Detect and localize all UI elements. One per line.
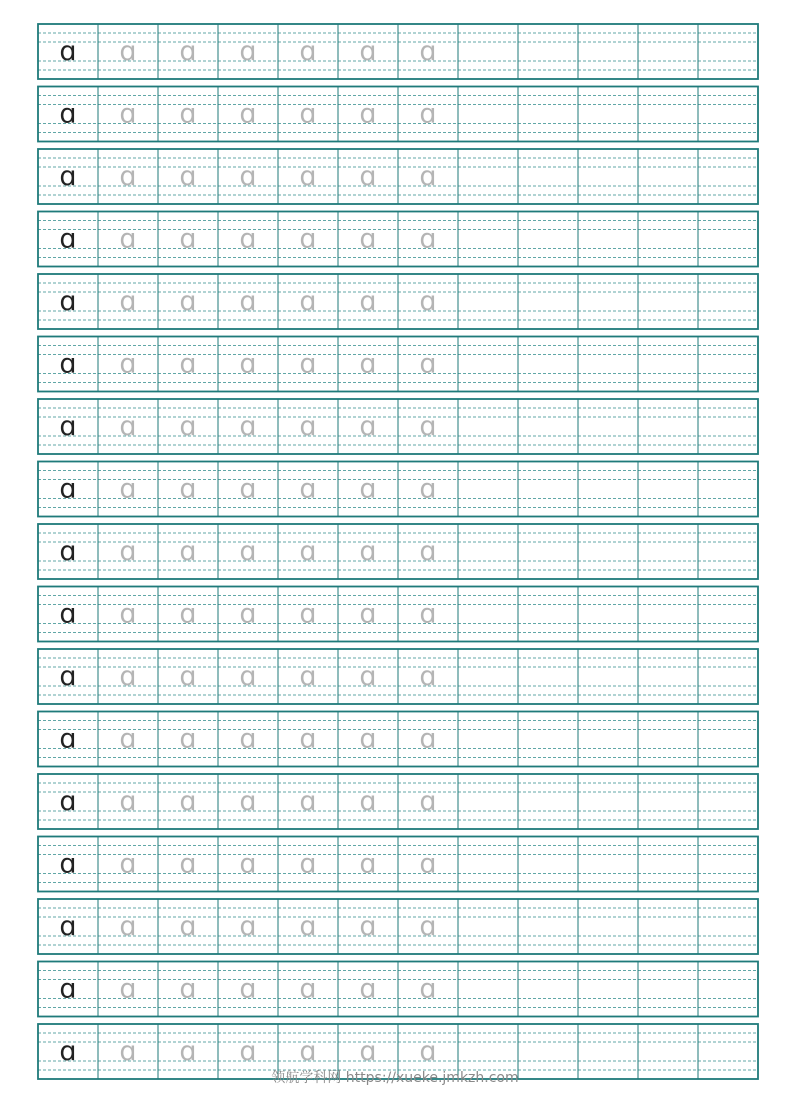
trace-letter: ɑ (239, 661, 257, 692)
trace-letter: ɑ (419, 723, 437, 755)
model-letter: ɑ (59, 661, 77, 692)
trace-letter: ɑ (179, 973, 197, 1005)
trace-letter: ɑ (299, 348, 317, 380)
practice-row (38, 212, 758, 267)
trace-letter: ɑ (359, 723, 377, 755)
model-letter: ɑ (59, 161, 77, 192)
trace-letter: ɑ (419, 348, 437, 380)
trace-letter: ɑ (239, 1036, 257, 1067)
trace-letter: ɑ (359, 98, 377, 130)
trace-letter: ɑ (299, 223, 317, 255)
trace-letter: ɑ (119, 848, 137, 880)
trace-letter: ɑ (359, 786, 377, 817)
trace-letter: ɑ (419, 598, 437, 630)
trace-letter: ɑ (359, 286, 377, 317)
trace-letter: ɑ (119, 536, 137, 567)
trace-letter: ɑ (179, 411, 197, 442)
trace-letter: ɑ (179, 36, 197, 67)
trace-letter: ɑ (419, 223, 437, 255)
trace-letter: ɑ (179, 661, 197, 692)
practice-row (38, 274, 758, 329)
trace-letter: ɑ (419, 36, 437, 67)
trace-letter: ɑ (359, 536, 377, 567)
practice-row (38, 399, 758, 454)
practice-row (38, 837, 758, 892)
trace-letter: ɑ (299, 536, 317, 567)
trace-letter: ɑ (179, 911, 197, 942)
trace-letter: ɑ (359, 348, 377, 380)
trace-letter: ɑ (119, 973, 137, 1005)
trace-letter: ɑ (119, 598, 137, 630)
trace-letter: ɑ (419, 161, 437, 192)
trace-letter: ɑ (419, 661, 437, 692)
trace-letter: ɑ (359, 223, 377, 255)
trace-letter: ɑ (359, 161, 377, 192)
trace-letter: ɑ (119, 723, 137, 755)
trace-letter: ɑ (239, 161, 257, 192)
model-letter: ɑ (59, 473, 77, 505)
trace-letter: ɑ (119, 161, 137, 192)
trace-letter: ɑ (299, 36, 317, 67)
trace-letter: ɑ (359, 848, 377, 880)
trace-letter: ɑ (119, 911, 137, 942)
trace-letter: ɑ (299, 723, 317, 755)
model-letter: ɑ (59, 786, 77, 817)
model-letter: ɑ (59, 598, 77, 630)
trace-letter: ɑ (179, 598, 197, 630)
trace-letter: ɑ (359, 473, 377, 505)
trace-letter: ɑ (239, 536, 257, 567)
trace-letter: ɑ (239, 911, 257, 942)
trace-letter: ɑ (359, 411, 377, 442)
trace-letter: ɑ (299, 786, 317, 817)
trace-letter: ɑ (179, 536, 197, 567)
trace-letter: ɑ (119, 286, 137, 317)
trace-letter: ɑ (119, 223, 137, 255)
practice-row (38, 87, 758, 142)
model-letter: ɑ (59, 223, 77, 255)
trace-letter: ɑ (179, 223, 197, 255)
practice-row (38, 462, 758, 517)
trace-letter: ɑ (179, 161, 197, 192)
trace-letter: ɑ (419, 473, 437, 505)
model-letter: ɑ (59, 973, 77, 1005)
practice-row (38, 649, 758, 704)
trace-letter: ɑ (359, 661, 377, 692)
trace-letter: ɑ (179, 786, 197, 817)
trace-letter: ɑ (119, 1036, 137, 1067)
trace-letter: ɑ (119, 786, 137, 817)
practice-row (38, 712, 758, 767)
trace-letter: ɑ (239, 848, 257, 880)
trace-letter: ɑ (299, 473, 317, 505)
model-letter: ɑ (59, 98, 77, 130)
trace-letter: ɑ (419, 973, 437, 1005)
trace-letter: ɑ (239, 98, 257, 130)
trace-letter: ɑ (179, 723, 197, 755)
trace-letter: ɑ (119, 348, 137, 380)
model-letter: ɑ (59, 411, 77, 442)
trace-letter: ɑ (119, 411, 137, 442)
practice-row (38, 899, 758, 954)
practice-row (38, 524, 758, 579)
model-letter: ɑ (59, 1036, 77, 1067)
trace-letter: ɑ (239, 223, 257, 255)
trace-letter: ɑ (359, 36, 377, 67)
trace-letter: ɑ (119, 36, 137, 67)
practice-row (38, 962, 758, 1017)
footer-watermark: 领航学科网 https://xueke.jmkzh.com (271, 1070, 519, 1086)
model-letter: ɑ (59, 848, 77, 880)
trace-letter: ɑ (239, 723, 257, 755)
trace-letter: ɑ (299, 286, 317, 317)
practice-row (38, 337, 758, 392)
trace-letter: ɑ (419, 1036, 437, 1067)
trace-letter: ɑ (299, 661, 317, 692)
trace-letter: ɑ (239, 973, 257, 1005)
trace-letter: ɑ (299, 411, 317, 442)
trace-letter: ɑ (239, 36, 257, 67)
trace-letter: ɑ (359, 973, 377, 1005)
model-letter: ɑ (59, 286, 77, 317)
model-letter: ɑ (59, 723, 77, 755)
trace-letter: ɑ (119, 98, 137, 130)
trace-letter: ɑ (179, 98, 197, 130)
trace-letter: ɑ (239, 348, 257, 380)
practice-row (38, 587, 758, 642)
trace-letter: ɑ (299, 848, 317, 880)
model-letter: ɑ (59, 36, 77, 67)
trace-letter: ɑ (419, 786, 437, 817)
trace-letter: ɑ (239, 473, 257, 505)
trace-letter: ɑ (359, 1036, 377, 1067)
trace-letter: ɑ (359, 911, 377, 942)
trace-letter: ɑ (179, 848, 197, 880)
model-letter: ɑ (59, 536, 77, 567)
trace-letter: ɑ (239, 786, 257, 817)
trace-letter: ɑ (179, 286, 197, 317)
trace-letter: ɑ (179, 1036, 197, 1067)
model-letter: ɑ (59, 348, 77, 380)
trace-letter: ɑ (299, 98, 317, 130)
practice-row (38, 149, 758, 204)
practice-row (38, 24, 758, 79)
trace-letter: ɑ (299, 1036, 317, 1067)
trace-letter: ɑ (419, 411, 437, 442)
trace-letter: ɑ (419, 536, 437, 567)
trace-letter: ɑ (119, 473, 137, 505)
trace-letter: ɑ (119, 661, 137, 692)
trace-letter: ɑ (419, 286, 437, 317)
trace-letter: ɑ (299, 911, 317, 942)
trace-letter: ɑ (419, 848, 437, 880)
trace-letter: ɑ (419, 98, 437, 130)
trace-letter: ɑ (179, 473, 197, 505)
trace-letter: ɑ (299, 973, 317, 1005)
trace-letter: ɑ (239, 411, 257, 442)
trace-letter: ɑ (359, 598, 377, 630)
trace-letter: ɑ (239, 286, 257, 317)
trace-letter: ɑ (179, 348, 197, 380)
practice-row (38, 774, 758, 829)
trace-letter: ɑ (419, 911, 437, 942)
trace-letter: ɑ (299, 598, 317, 630)
trace-letter: ɑ (239, 598, 257, 630)
model-letter: ɑ (59, 911, 77, 942)
trace-letter: ɑ (299, 161, 317, 192)
